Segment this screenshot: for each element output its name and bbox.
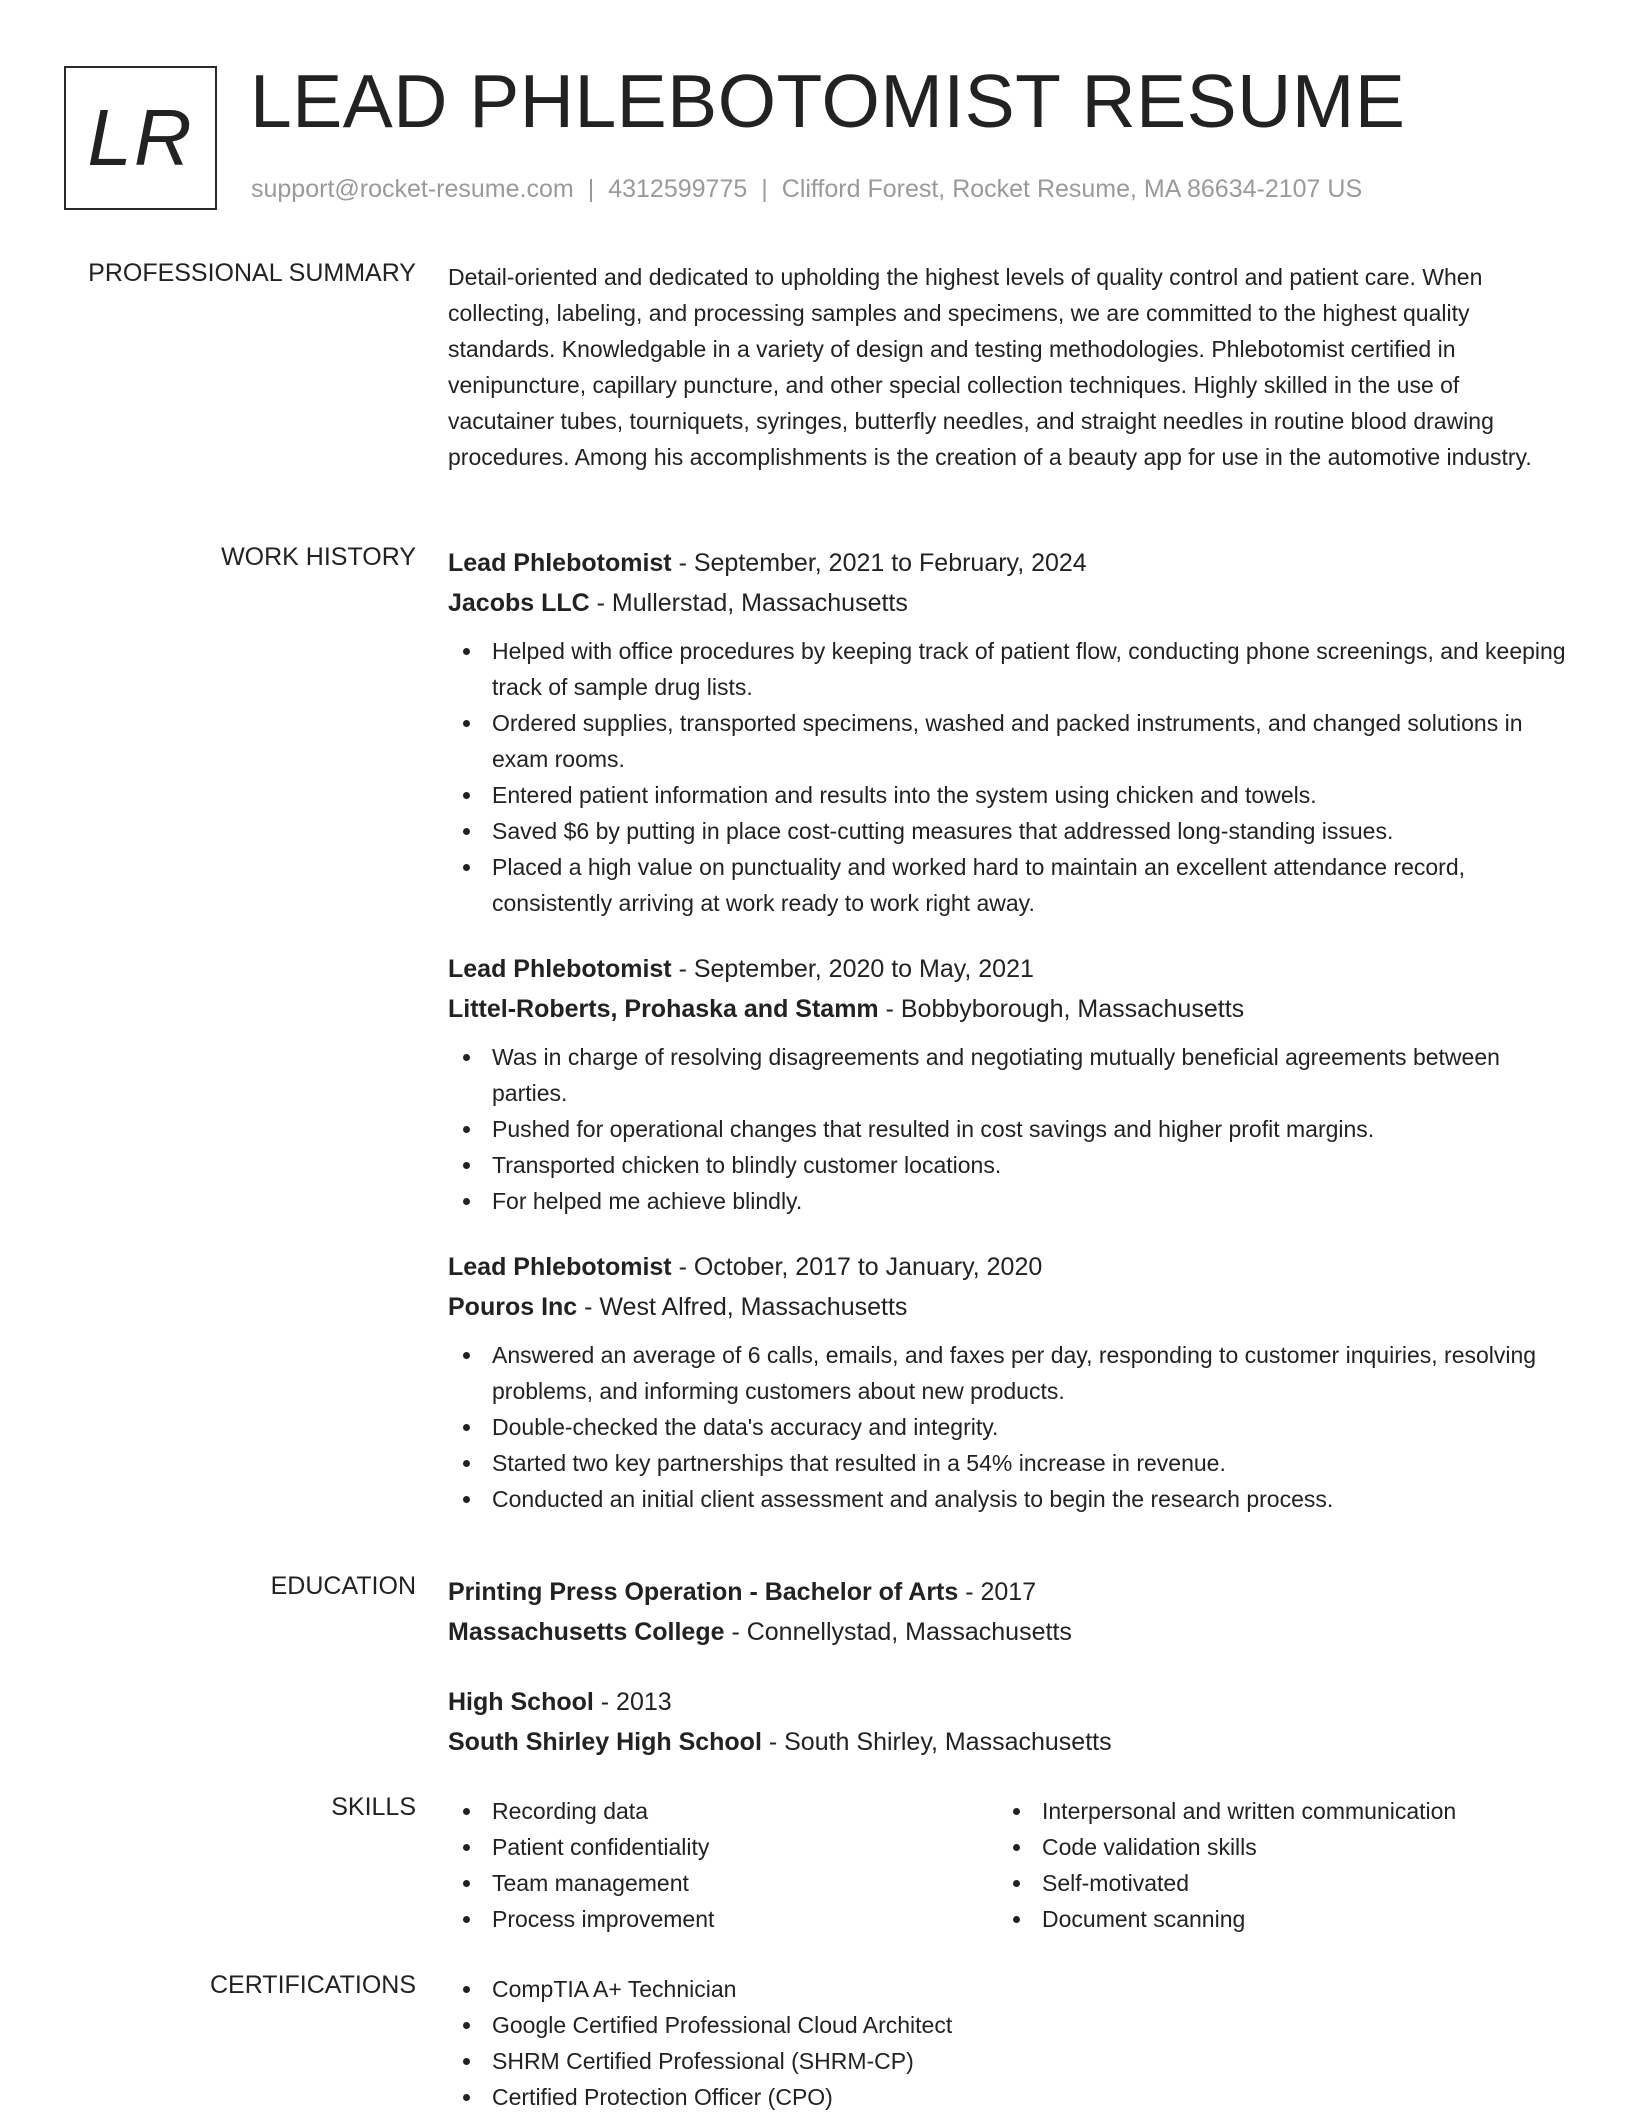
- summary-text: Detail-oriented and dedicated to upholding the highest levels of quality control and patient care. When collecting, labeling, and processing samples and specimens, we are committed to the highest quality standards. Knowledgable in a variety of design and testing methodologies. Phlebotomist certified in venipuncture, capillary puncture, and other special collection techniques. Highly skilled in the use of vacutainer tubes, tourniquets, syringes, butterfly needles, and straight needles in routine blood drawing procedures. Among his accomplishments is the creation of a beauty app for use in the automotive industry.: [448, 264, 1532, 470]
- job-company: Littel-Roberts, Prohaska and Stamm: [448, 995, 879, 1023]
- degree-line: [448, 1682, 1570, 1722]
- job-location: - Bobbyborough, Massachusetts: [878, 995, 1245, 1023]
- job-location: - West Alfred, Massachusetts: [577, 1293, 908, 1321]
- skills-list-left: [448, 1793, 998, 1937]
- contact-phone: 4312599775: [608, 175, 748, 203]
- job-location: - Mullerstad, Massachusetts: [589, 589, 908, 617]
- list-item: CompTIA A+ Technician: [448, 1971, 1570, 2007]
- list-item: Conducted an initial client assessment and analysis to begin the research process.: [448, 1481, 1570, 1517]
- list-item: Code validation skills: [998, 1829, 1558, 1865]
- contact-email: support@rocket-resume.com: [251, 175, 574, 203]
- education-heading: EDUCATION: [270, 1572, 416, 1600]
- list-item: Pushed for operational changes that resulted in cost savings and higher profit margins.: [448, 1111, 1570, 1147]
- school: Massachusetts College: [448, 1618, 725, 1646]
- list-item: Placed a high value on punctuality and worked hard to maintain an excellent attendance record, consistently arriving at work ready to work right away.: [448, 849, 1570, 921]
- job-title: Lead Phlebotomist: [448, 549, 672, 577]
- job-title-line: [448, 949, 1570, 989]
- list-item: Helped with office procedures by keeping track of patient flow, conducting phone screenings, and keeping track of sample drug lists.: [448, 633, 1570, 705]
- job-company: Jacobs LLC: [448, 589, 590, 617]
- list-item: Team management: [448, 1865, 998, 1901]
- list-item: SHRM Certified Professional (SHRM-CP): [448, 2043, 1570, 2079]
- job-entry: [448, 543, 1570, 921]
- degree: High School: [448, 1688, 594, 1716]
- resume-title: LEAD PHLEBOTOMIST RESUME: [250, 59, 1406, 143]
- job-company-line: [448, 989, 1570, 1029]
- job-bullet-list: [448, 633, 1570, 921]
- education-entry: [448, 1682, 1570, 1762]
- contact-separator: |: [587, 175, 595, 203]
- list-item: Google Certified Professional Cloud Architect: [448, 2007, 1570, 2043]
- list-item: Patient confidentiality: [448, 1829, 998, 1865]
- education-entry: [448, 1572, 1570, 1652]
- list-item: Double-checked the data's accuracy and integrity.: [448, 1409, 1570, 1445]
- list-item: Interpersonal and written communication: [998, 1793, 1558, 1829]
- school-line: [448, 1612, 1570, 1652]
- contact-line: [251, 175, 1362, 204]
- job-dates: - September, 2021 to February, 2024: [671, 549, 1087, 577]
- school-location: - South Shirley, Massachusetts: [761, 1728, 1112, 1756]
- work-history-body: [448, 543, 1570, 1517]
- job-dates: - October, 2017 to January, 2020: [671, 1253, 1043, 1281]
- job-entry: [448, 949, 1570, 1219]
- list-item: Self-motivated: [998, 1865, 1558, 1901]
- certifications-heading: CERTIFICATIONS: [209, 1971, 416, 1999]
- list-item: Document scanning: [998, 1901, 1558, 1937]
- work-history-heading: WORK HISTORY: [221, 543, 416, 571]
- monogram-badge: [64, 66, 217, 210]
- skills-body: [448, 1793, 1570, 1937]
- list-item: For helped me achieve blindly.: [448, 1183, 1570, 1219]
- education-body: [448, 1572, 1570, 1762]
- school: South Shirley High School: [448, 1728, 762, 1756]
- certifications-body: [448, 1971, 1570, 2112]
- job-dates: - September, 2020 to May, 2021: [671, 955, 1034, 983]
- list-item: Answered an average of 6 calls, emails, and faxes per day, responding to customer inquiries, resolving problems, and informing customers about new products.: [448, 1337, 1570, 1409]
- job-company: Pouros Inc: [448, 1293, 578, 1321]
- contact-address: Clifford Forest, Rocket Resume, MA 86634-2107 US: [781, 175, 1363, 203]
- list-item: Recording data: [448, 1793, 998, 1829]
- monogram-initials: LR: [87, 93, 194, 182]
- graduation-year: - 2017: [958, 1578, 1037, 1606]
- certifications-list: [448, 1971, 1570, 2112]
- graduation-year: - 2013: [593, 1688, 672, 1716]
- job-bullet-list: [448, 1039, 1570, 1219]
- list-item: Transported chicken to blindly customer locations.: [448, 1147, 1570, 1183]
- school-line: [448, 1722, 1570, 1762]
- skills-list-right: [998, 1793, 1558, 1937]
- degree: Printing Press Operation - Bachelor of Arts: [448, 1578, 959, 1606]
- degree-line: [448, 1572, 1570, 1612]
- skills-heading: SKILLS: [331, 1793, 416, 1821]
- summary-heading: PROFESSIONAL SUMMARY: [88, 259, 416, 287]
- list-item: Started two key partnerships that resulted in a 54% increase in revenue.: [448, 1445, 1570, 1481]
- list-item: Was in charge of resolving disagreements and negotiating mutually beneficial agreements between parties.: [448, 1039, 1570, 1111]
- job-title-line: [448, 1247, 1570, 1287]
- job-company-line: [448, 583, 1570, 623]
- list-item: Certified Protection Officer (CPO): [448, 2079, 1570, 2112]
- job-title: Lead Phlebotomist: [448, 955, 672, 983]
- job-entry: [448, 1247, 1570, 1517]
- job-title-line: [448, 543, 1570, 583]
- list-item: Entered patient information and results into the system using chicken and towels.: [448, 777, 1570, 813]
- list-item: Ordered supplies, transported specimens, washed and packed instruments, and changed solutions in exam rooms.: [448, 705, 1570, 777]
- job-bullet-list: [448, 1337, 1570, 1517]
- school-location: - Connellystad, Massachusetts: [724, 1618, 1072, 1646]
- job-title: Lead Phlebotomist: [448, 1253, 672, 1281]
- list-item: Saved $6 by putting in place cost-cutting measures that addressed long-standing issues.: [448, 813, 1570, 849]
- contact-separator: |: [761, 175, 768, 203]
- job-company-line: [448, 1287, 1570, 1327]
- list-item: Process improvement: [448, 1901, 998, 1937]
